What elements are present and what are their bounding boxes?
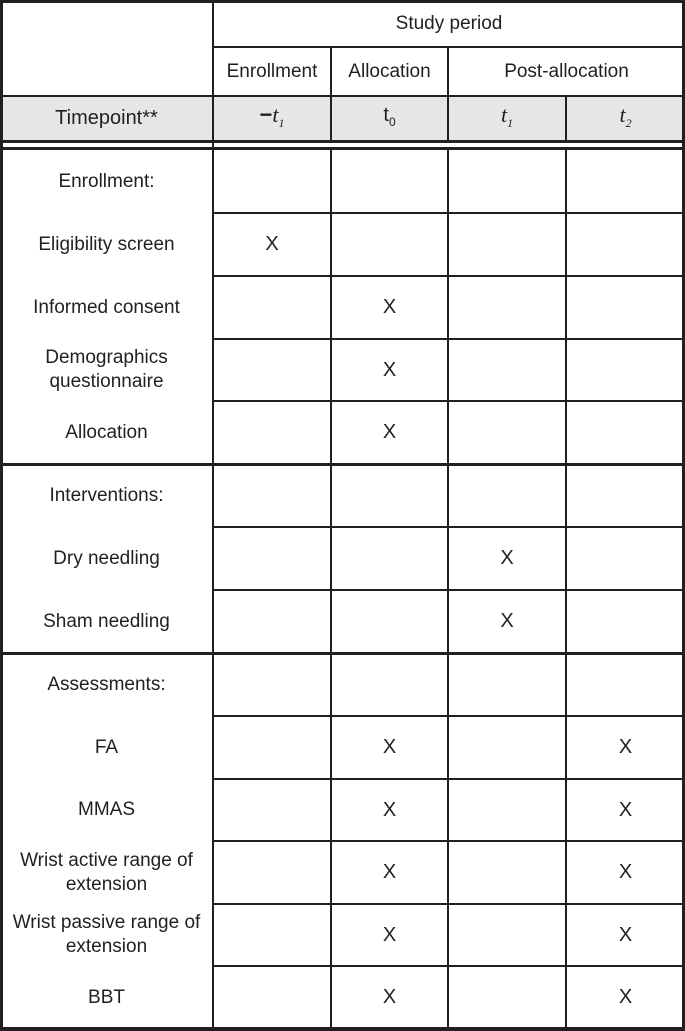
row-label-text: Dry needling — [53, 547, 160, 569]
empty-cell — [213, 464, 331, 527]
empty-cell — [213, 150, 331, 213]
empty-cell — [566, 401, 685, 464]
empty-cell — [213, 779, 331, 841]
cell-text: X — [500, 547, 514, 569]
row-label-text: Wrist active range of extension — [20, 849, 193, 895]
grid-line — [330, 150, 332, 1030]
empty-cell — [566, 150, 685, 213]
cell-text: Enrollment — [226, 61, 318, 82]
grid-line — [0, 95, 685, 97]
row-label-text: FA — [94, 736, 119, 758]
empty-cell — [213, 653, 331, 716]
cell-text: X — [382, 358, 397, 381]
timepoint-label — [0, 96, 213, 141]
mark-cell — [566, 716, 685, 779]
empty-cell — [448, 653, 566, 716]
empty-cell — [331, 527, 448, 590]
empty-cell — [213, 716, 331, 779]
grid-line — [565, 96, 567, 141]
row-label — [0, 527, 213, 590]
study-period-header — [213, 0, 685, 47]
row-label-text: MMAS — [78, 799, 135, 820]
cell-text: Post-allocation — [504, 61, 629, 82]
grid-line — [0, 0, 3, 1030]
timepoint-1 — [331, 96, 448, 141]
empty-cell — [213, 339, 331, 401]
cell-text: X — [618, 986, 633, 1008]
mark-cell — [566, 779, 685, 841]
row-label — [0, 401, 213, 464]
cell-text: X — [382, 798, 397, 821]
mark-cell — [448, 527, 566, 590]
mark-cell — [331, 904, 448, 966]
grid-line — [0, 140, 685, 143]
row-label — [0, 779, 213, 841]
mark-cell — [566, 904, 685, 966]
cell-text: X — [382, 923, 397, 946]
empty-cell — [448, 464, 566, 527]
cell-text: X — [382, 736, 397, 758]
grid-line — [447, 150, 449, 1030]
row-label — [0, 276, 213, 339]
row-label — [0, 841, 213, 904]
empty-cell — [448, 779, 566, 841]
cell-text: Study period — [395, 13, 503, 34]
section-title-2 — [0, 653, 213, 716]
mark-cell — [331, 779, 448, 841]
empty-cell — [448, 276, 566, 339]
mark-cell — [331, 339, 448, 401]
mark-cell — [331, 966, 448, 1029]
grid-line — [0, 0, 685, 3]
row-label-text: Sham needling — [43, 610, 170, 632]
cell-text: X — [500, 610, 514, 632]
row-label — [0, 213, 213, 276]
cell-text: Timepoint** — [55, 107, 158, 129]
row-label — [0, 590, 213, 653]
timepoint-0 — [213, 96, 331, 141]
mark-cell — [448, 590, 566, 653]
empty-cell — [331, 213, 448, 276]
phase-header-1 — [331, 47, 448, 96]
cell-text: Enrollment: — [58, 171, 155, 192]
mark-cell — [331, 841, 448, 904]
cell-text: X — [382, 861, 397, 883]
timepoint-3 — [566, 96, 685, 141]
row-label-text: Wrist passive range of extension — [12, 912, 201, 957]
empty-cell — [448, 841, 566, 904]
empty-cell — [331, 464, 448, 527]
empty-cell — [566, 590, 685, 653]
timepoint-symbol: $t_1$ — [500, 101, 514, 130]
row-label-text: Eligibility screen — [38, 233, 175, 255]
grid-line — [0, 652, 685, 655]
cell-text: Assessments: — [47, 674, 166, 695]
mark-cell — [331, 716, 448, 779]
phase-header-0 — [213, 47, 331, 96]
cell-text: X — [618, 736, 633, 758]
empty-cell — [566, 276, 685, 339]
empty-cell — [566, 213, 685, 276]
grid-line — [330, 47, 332, 141]
grid-line — [213, 46, 685, 48]
empty-cell — [448, 401, 566, 464]
phase-header-2 — [448, 47, 685, 96]
cell-text: Allocation — [348, 61, 431, 82]
row-label-text: Allocation — [65, 421, 148, 443]
empty-cell — [331, 150, 448, 213]
empty-cell — [213, 276, 331, 339]
empty-cell — [566, 339, 685, 401]
cell-text: X — [265, 233, 279, 255]
grid-line — [565, 150, 567, 1030]
mark-cell — [566, 841, 685, 904]
empty-cell — [448, 966, 566, 1029]
cell-text: X — [382, 296, 397, 318]
empty-cell — [213, 841, 331, 904]
empty-cell — [213, 904, 331, 966]
row-label-text: Informed consent — [33, 296, 180, 318]
empty-cell — [331, 590, 448, 653]
empty-cell — [448, 716, 566, 779]
row-label — [0, 339, 213, 401]
empty-cell — [566, 464, 685, 527]
mark-cell — [331, 401, 448, 464]
cell-text: X — [618, 861, 633, 883]
empty-cell — [566, 653, 685, 716]
timepoint-symbol: $t_0$ — [383, 103, 396, 129]
cell-text: Interventions: — [49, 485, 164, 506]
empty-cell — [213, 590, 331, 653]
row-label-text: Demographics questionnaire — [45, 347, 168, 392]
cell-text: X — [382, 421, 397, 443]
row-label — [0, 716, 213, 779]
row-label-text: BBT — [88, 986, 125, 1008]
cell-text: X — [618, 798, 633, 821]
timepoint-2 — [448, 96, 566, 141]
empty-cell — [213, 527, 331, 590]
timepoint-symbol: $t_2$ — [619, 101, 632, 130]
section-title-1 — [0, 464, 213, 527]
mark-cell — [213, 213, 331, 276]
empty-cell — [213, 401, 331, 464]
grid-line — [212, 0, 214, 1030]
mark-cell — [566, 966, 685, 1029]
empty-cell — [331, 653, 448, 716]
section-title-0 — [0, 150, 213, 213]
mark-cell — [331, 276, 448, 339]
empty-cell — [448, 904, 566, 966]
row-label — [0, 904, 213, 966]
empty-cell — [448, 213, 566, 276]
empty-cell — [213, 966, 331, 1029]
grid-line — [447, 47, 449, 141]
grid-line — [0, 147, 685, 150]
empty-cell — [566, 527, 685, 590]
grid-line — [0, 463, 685, 466]
timepoint-symbol: $-t_1$ — [259, 101, 285, 130]
empty-cell — [448, 339, 566, 401]
cell-text: X — [618, 923, 633, 946]
empty-cell — [448, 150, 566, 213]
cell-text: X — [382, 986, 397, 1008]
row-label — [0, 966, 213, 1029]
